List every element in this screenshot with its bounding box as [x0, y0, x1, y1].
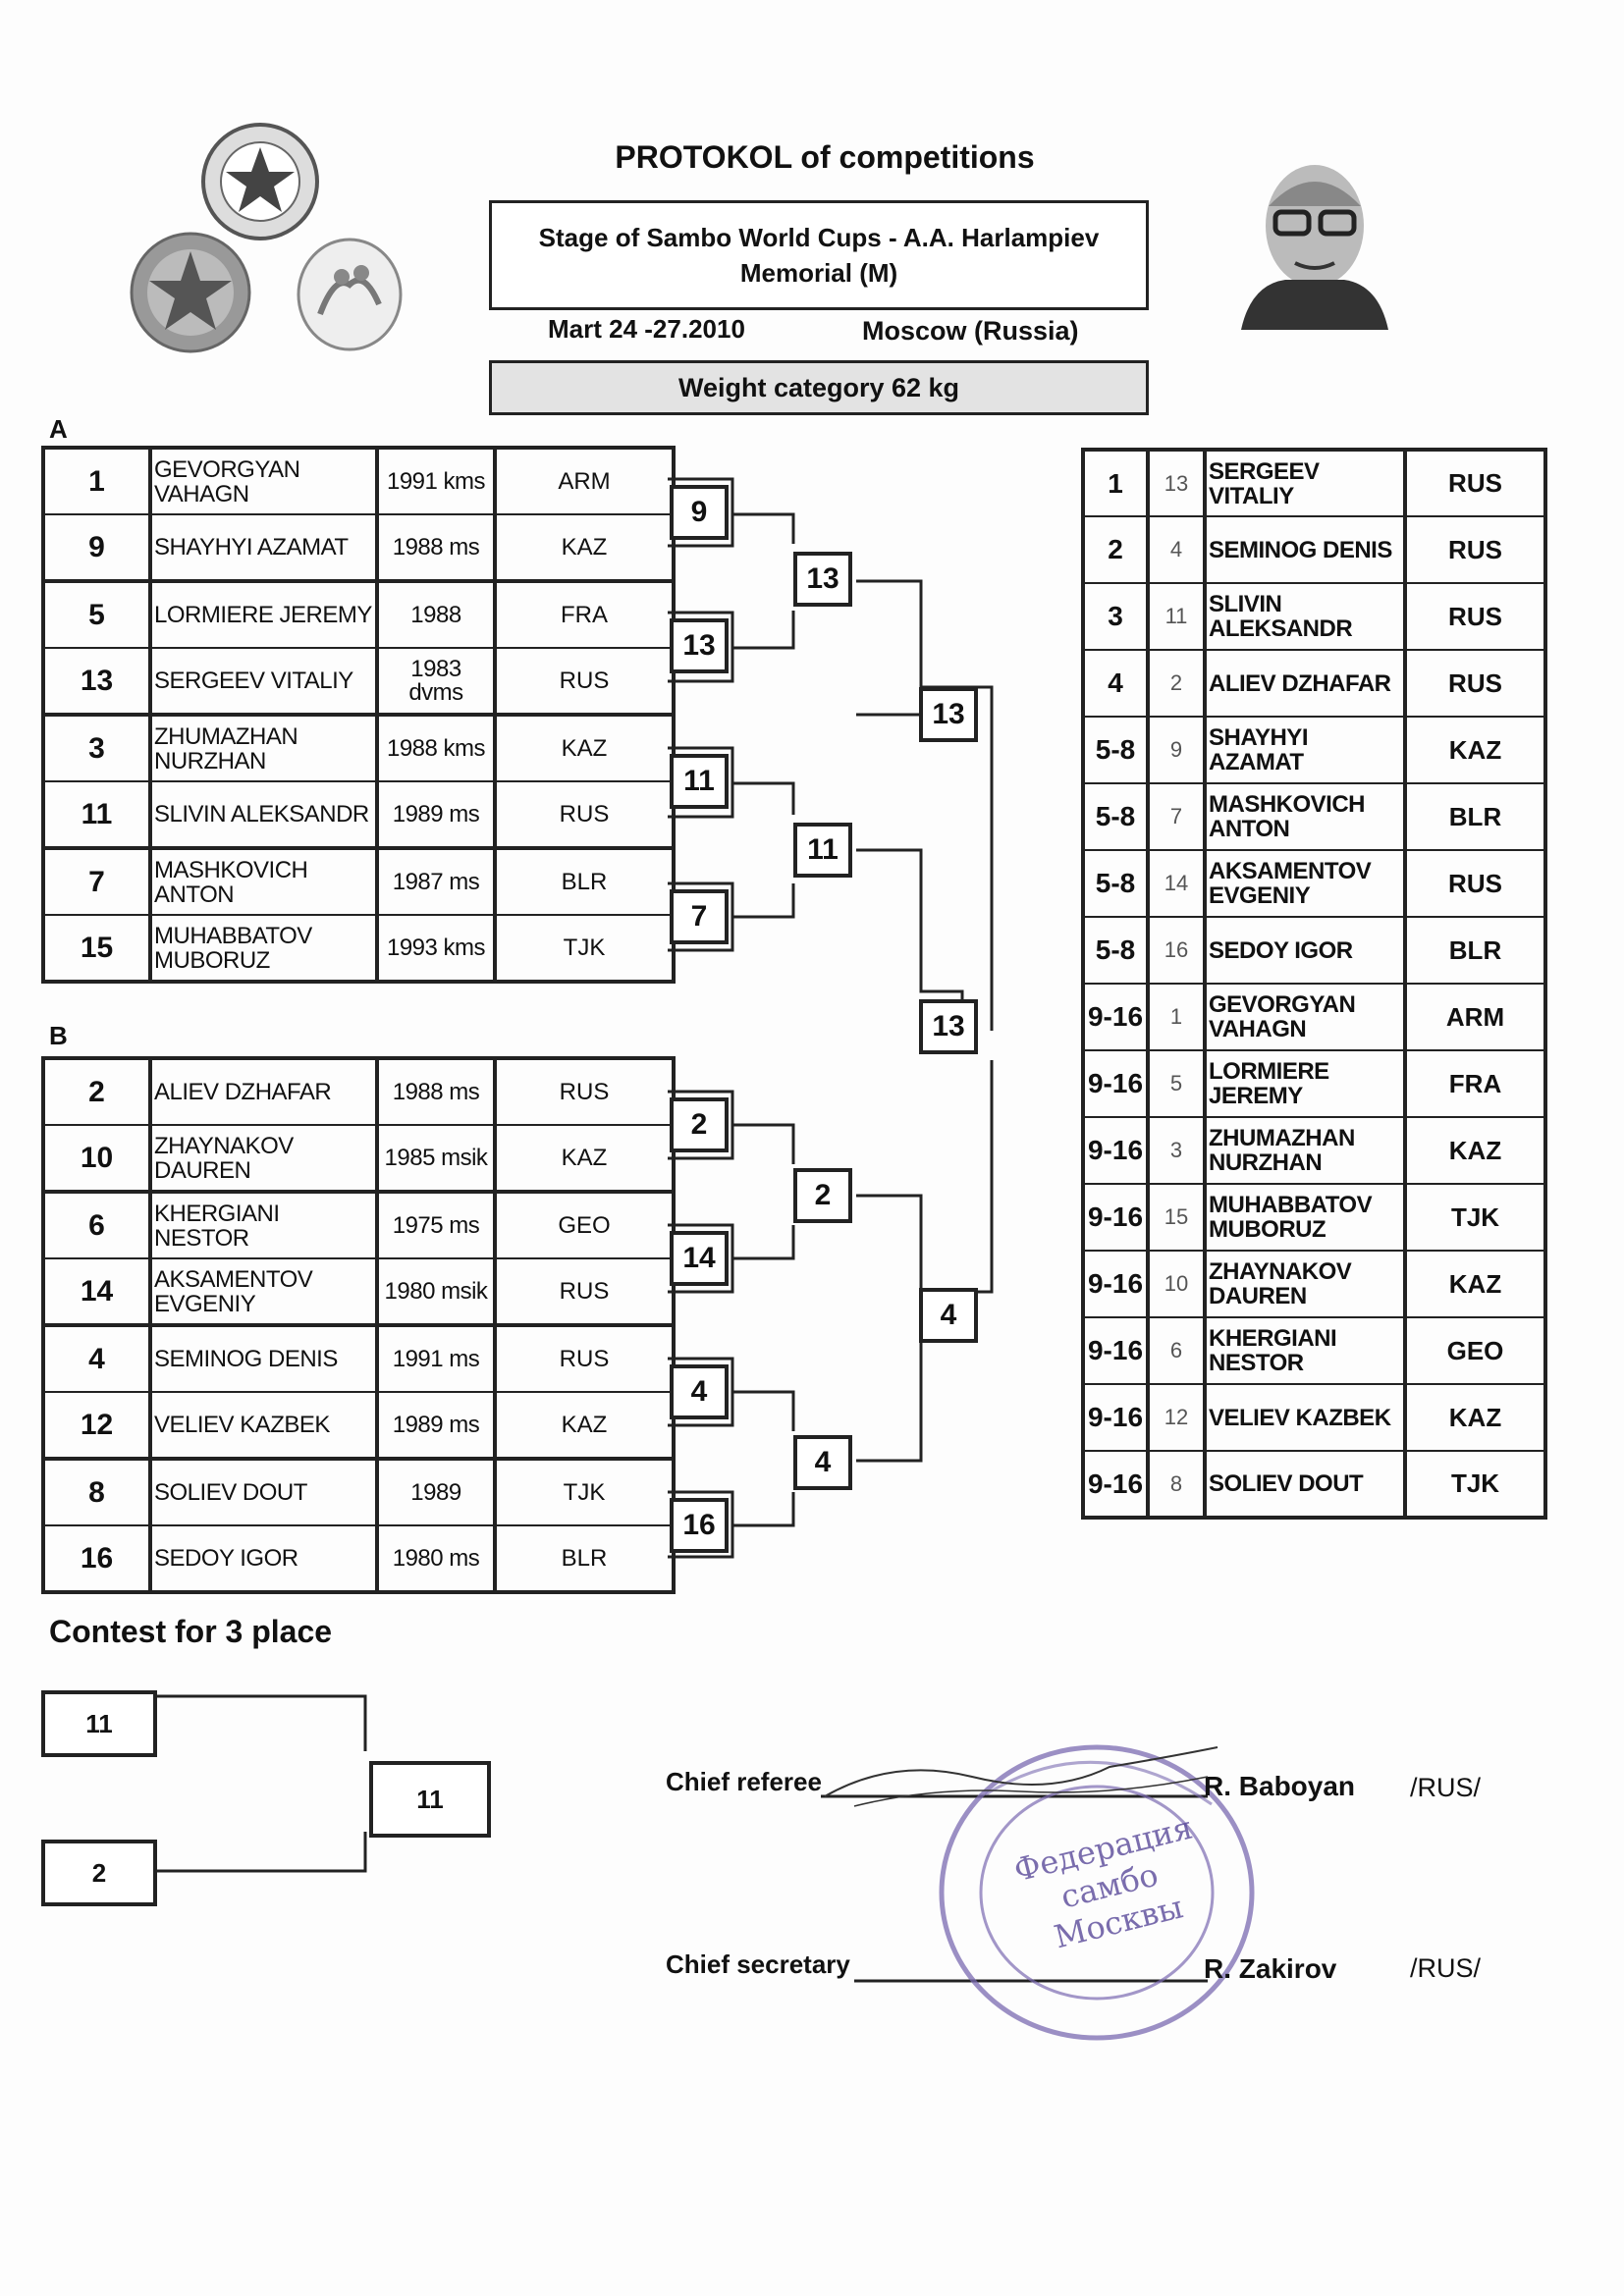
bracket-a-r1-3: 11	[670, 754, 729, 809]
bracket-b-r1-3: 4	[670, 1364, 729, 1419]
group-b-year: 1975 ms	[377, 1192, 495, 1258]
chief-secretary-label: Chief secretary	[666, 1949, 850, 1979]
stamp-text: Федерация самбо Москвы	[1009, 1808, 1197, 1956]
group-a-name: SERGEEV VITALIY	[150, 648, 377, 715]
group-a-seed: 3	[43, 715, 150, 781]
group-a-country: RUS	[495, 781, 674, 848]
group-a-seed: 15	[43, 915, 150, 982]
group-a-year: 1993 kms	[377, 915, 495, 982]
group-a-seed: 1	[43, 448, 150, 514]
results-country: RUS	[1405, 650, 1545, 717]
bracket-b-r1-4: 16	[670, 1498, 729, 1553]
results-row	[1083, 450, 1545, 516]
results-country: TJK	[1405, 1451, 1545, 1518]
results-place: 9-16	[1083, 984, 1148, 1050]
group-b-seed: 2	[43, 1058, 150, 1125]
results-name: ZHUMAZHAN NURZHAN	[1205, 1117, 1405, 1184]
results-country: RUS	[1405, 583, 1545, 650]
group-b-seed: 6	[43, 1192, 150, 1258]
results-place: 9-16	[1083, 1384, 1148, 1451]
results-country: BLR	[1405, 783, 1545, 850]
results-place: 5-8	[1083, 917, 1148, 984]
group-b-country: BLR	[495, 1525, 674, 1592]
results-row	[1083, 650, 1545, 717]
group-a-country: KAZ	[495, 715, 674, 781]
competition-location: Moscow (Russia)	[862, 316, 1079, 346]
chief-referee-label: Chief referee	[666, 1767, 822, 1796]
results-name: KHERGIANI NESTOR	[1205, 1317, 1405, 1384]
results-row	[1083, 1384, 1545, 1451]
results-country: KAZ	[1405, 1384, 1545, 1451]
group-b-year: 1980 ms	[377, 1525, 495, 1592]
third-place-title: Contest for 3 place	[49, 1614, 333, 1649]
results-seed: 10	[1148, 1251, 1205, 1317]
chief-secretary-name: R. Zakirov	[1204, 1953, 1337, 1984]
group-a-year: 1991 kms	[377, 448, 495, 514]
bracket-a-r1-2: 13	[670, 618, 729, 673]
bracket-champion: 13	[919, 999, 978, 1054]
results-row	[1083, 583, 1545, 650]
results-name: GEVORGYAN VAHAGN	[1205, 984, 1405, 1050]
results-name: SLIVIN ALEKSANDR	[1205, 583, 1405, 650]
chief-referee-name: R. Baboyan	[1204, 1771, 1356, 1801]
group-a-country: BLR	[495, 848, 674, 915]
signature-icon	[815, 1737, 1227, 1816]
results-name: LORMIERE JEREMY	[1205, 1050, 1405, 1117]
results-name: VELIEV KAZBEK	[1205, 1384, 1405, 1451]
group-b-country: TJK	[495, 1459, 674, 1525]
results-name: SHAYHYI AZAMAT	[1205, 717, 1405, 783]
results-country: RUS	[1405, 850, 1545, 917]
results-place: 4	[1083, 650, 1148, 717]
results-row	[1083, 1317, 1545, 1384]
group-a-year: 1983 dvms	[377, 648, 495, 715]
results-seed: 2	[1148, 650, 1205, 717]
results-seed: 13	[1148, 450, 1205, 516]
group-b-country: GEO	[495, 1192, 674, 1258]
results-country: KAZ	[1405, 717, 1545, 783]
results-row	[1083, 516, 1545, 583]
group-a-seed: 7	[43, 848, 150, 915]
results-place: 5-8	[1083, 850, 1148, 917]
group-a-seed: 9	[43, 514, 150, 581]
third-place-bottom: 2	[41, 1840, 157, 1906]
group-b-name: SEMINOG DENIS	[150, 1325, 377, 1392]
third-place-winner: 11	[369, 1761, 491, 1838]
group-a-year: 1988	[377, 581, 495, 648]
results-place: 9-16	[1083, 1050, 1148, 1117]
results-name: MASHKOVICH ANTON	[1205, 783, 1405, 850]
results-place: 5-8	[1083, 717, 1148, 783]
group-a-seed: 5	[43, 581, 150, 648]
results-name: SOLIEV DOUT	[1205, 1451, 1405, 1518]
results-place: 9-16	[1083, 1117, 1148, 1184]
group-a-country: TJK	[495, 915, 674, 982]
results-name: SERGEEV VITALIY	[1205, 450, 1405, 516]
group-a-name: ZHUMAZHAN NURZHAN	[150, 715, 377, 781]
results-row	[1083, 717, 1545, 783]
results-country: BLR	[1405, 917, 1545, 984]
results-row	[1083, 1117, 1545, 1184]
results-row	[1083, 1184, 1545, 1251]
bracket-a-r2-2: 11	[793, 823, 852, 878]
results-row	[1083, 917, 1545, 984]
results-table	[1081, 448, 1547, 1520]
group-b-year: 1985 msik	[377, 1125, 495, 1192]
group-b-seed: 10	[43, 1125, 150, 1192]
group-a-year: 1988 kms	[377, 715, 495, 781]
group-b-country: KAZ	[495, 1125, 674, 1192]
results-country: TJK	[1405, 1184, 1545, 1251]
group-a-name: MUHABBATOV MUBORUZ	[150, 915, 377, 982]
group-a-year: 1987 ms	[377, 848, 495, 915]
results-seed: 15	[1148, 1184, 1205, 1251]
stage-line-2: Memorial (M)	[739, 258, 898, 288]
results-place: 1	[1083, 450, 1148, 516]
results-row	[1083, 1050, 1545, 1117]
group-a-seed: 13	[43, 648, 150, 715]
chief-referee-country: /RUS/	[1410, 1773, 1482, 1802]
results-seed: 7	[1148, 783, 1205, 850]
group-a-name: SHAYHYI AZAMAT	[150, 514, 377, 581]
bracket-a-final: 13	[919, 687, 978, 742]
results-place: 5-8	[1083, 783, 1148, 850]
group-b-name: SEDOY IGOR	[150, 1525, 377, 1592]
page-title: PROTOKOL of competitions	[615, 139, 1035, 175]
group-b-name: ZHAYNAKOV DAUREN	[150, 1125, 377, 1192]
group-b-country: RUS	[495, 1258, 674, 1325]
group-b-year: 1991 ms	[377, 1325, 495, 1392]
results-row	[1083, 1451, 1545, 1518]
group-b-seed: 8	[43, 1459, 150, 1525]
results-place: 3	[1083, 583, 1148, 650]
group-b-year: 1989	[377, 1459, 495, 1525]
bracket-b-r1-2: 14	[670, 1231, 729, 1286]
results-seed: 3	[1148, 1117, 1205, 1184]
results-seed: 11	[1148, 583, 1205, 650]
group-b-seed: 12	[43, 1392, 150, 1459]
results-country: ARM	[1405, 984, 1545, 1050]
group-b-country: KAZ	[495, 1392, 674, 1459]
results-row	[1083, 984, 1545, 1050]
competition-dates: Mart 24 -27.2010	[548, 314, 745, 344]
results-seed: 9	[1148, 717, 1205, 783]
weight-category: Weight category 62 kg	[489, 360, 1149, 415]
group-a-country: KAZ	[495, 514, 674, 581]
group-a-year: 1989 ms	[377, 781, 495, 848]
group-b-name: ALIEV DZHAFAR	[150, 1058, 377, 1125]
results-seed: 12	[1148, 1384, 1205, 1451]
results-seed: 8	[1148, 1451, 1205, 1518]
bracket-b-r2-2: 4	[793, 1435, 852, 1490]
group-a-name: LORMIERE JEREMY	[150, 581, 377, 648]
results-country: KAZ	[1405, 1117, 1545, 1184]
group-b-country: RUS	[495, 1325, 674, 1392]
group-b-name: SOLIEV DOUT	[150, 1459, 377, 1525]
results-name: SEMINOG DENIS	[1205, 516, 1405, 583]
results-name: ALIEV DZHAFAR	[1205, 650, 1405, 717]
bracket-b-r2-1: 2	[793, 1168, 852, 1223]
results-country: GEO	[1405, 1317, 1545, 1384]
results-seed: 16	[1148, 917, 1205, 984]
results-name: ZHAYNAKOV DAUREN	[1205, 1251, 1405, 1317]
results-country: RUS	[1405, 450, 1545, 516]
group-b-seed: 16	[43, 1525, 150, 1592]
group-b-name: KHERGIANI NESTOR	[150, 1192, 377, 1258]
results-name: MUHABBATOV MUBORUZ	[1205, 1184, 1405, 1251]
results-name: SEDOY IGOR	[1205, 917, 1405, 984]
group-a-name: SLIVIN ALEKSANDR	[150, 781, 377, 848]
results-row	[1083, 850, 1545, 917]
results-row	[1083, 1251, 1545, 1317]
group-a-name: MASHKOVICH ANTON	[150, 848, 377, 915]
group-a-country: ARM	[495, 448, 674, 514]
third-place-top: 11	[41, 1690, 157, 1757]
stage-line-1: Stage of Sambo World Cups - A.A. Harlampiev	[538, 223, 1100, 252]
results-place: 9-16	[1083, 1251, 1148, 1317]
group-a-seed: 11	[43, 781, 150, 848]
group-a-label: A	[49, 414, 68, 444]
bracket-a-r1-1: 9	[670, 485, 729, 540]
group-b-year: 1989 ms	[377, 1392, 495, 1459]
bracket-a-r1-4: 7	[670, 889, 729, 944]
results-country: RUS	[1405, 516, 1545, 583]
group-b-label: B	[49, 1021, 68, 1050]
results-seed: 5	[1148, 1050, 1205, 1117]
results-seed: 1	[1148, 984, 1205, 1050]
group-a-country: RUS	[495, 648, 674, 715]
bracket-b-r1-1: 2	[670, 1097, 729, 1152]
group-b-name: VELIEV KAZBEK	[150, 1392, 377, 1459]
group-b-year: 1980 msik	[377, 1258, 495, 1325]
results-seed: 14	[1148, 850, 1205, 917]
group-b-year: 1988 ms	[377, 1058, 495, 1125]
bracket-b-final: 4	[919, 1288, 978, 1343]
group-a-country: FRA	[495, 581, 674, 648]
results-place: 9-16	[1083, 1184, 1148, 1251]
group-b-name: AKSAMENTOV EVGENIY	[150, 1258, 377, 1325]
group-b-seed: 4	[43, 1325, 150, 1392]
results-place: 9-16	[1083, 1451, 1148, 1518]
results-seed: 6	[1148, 1317, 1205, 1384]
results-place: 2	[1083, 516, 1148, 583]
group-a-year: 1988 ms	[377, 514, 495, 581]
bracket-a-r2-1: 13	[793, 552, 852, 607]
group-b-seed: 14	[43, 1258, 150, 1325]
results-seed: 4	[1148, 516, 1205, 583]
chief-secretary-country: /RUS/	[1410, 1953, 1482, 1983]
results-country: KAZ	[1405, 1251, 1545, 1317]
results-name: AKSAMENTOV EVGENIY	[1205, 850, 1405, 917]
results-row	[1083, 783, 1545, 850]
group-b-country: RUS	[495, 1058, 674, 1125]
group-a-name: GEVORGYAN VAHAGN	[150, 448, 377, 514]
results-country: FRA	[1405, 1050, 1545, 1117]
results-place: 9-16	[1083, 1317, 1148, 1384]
